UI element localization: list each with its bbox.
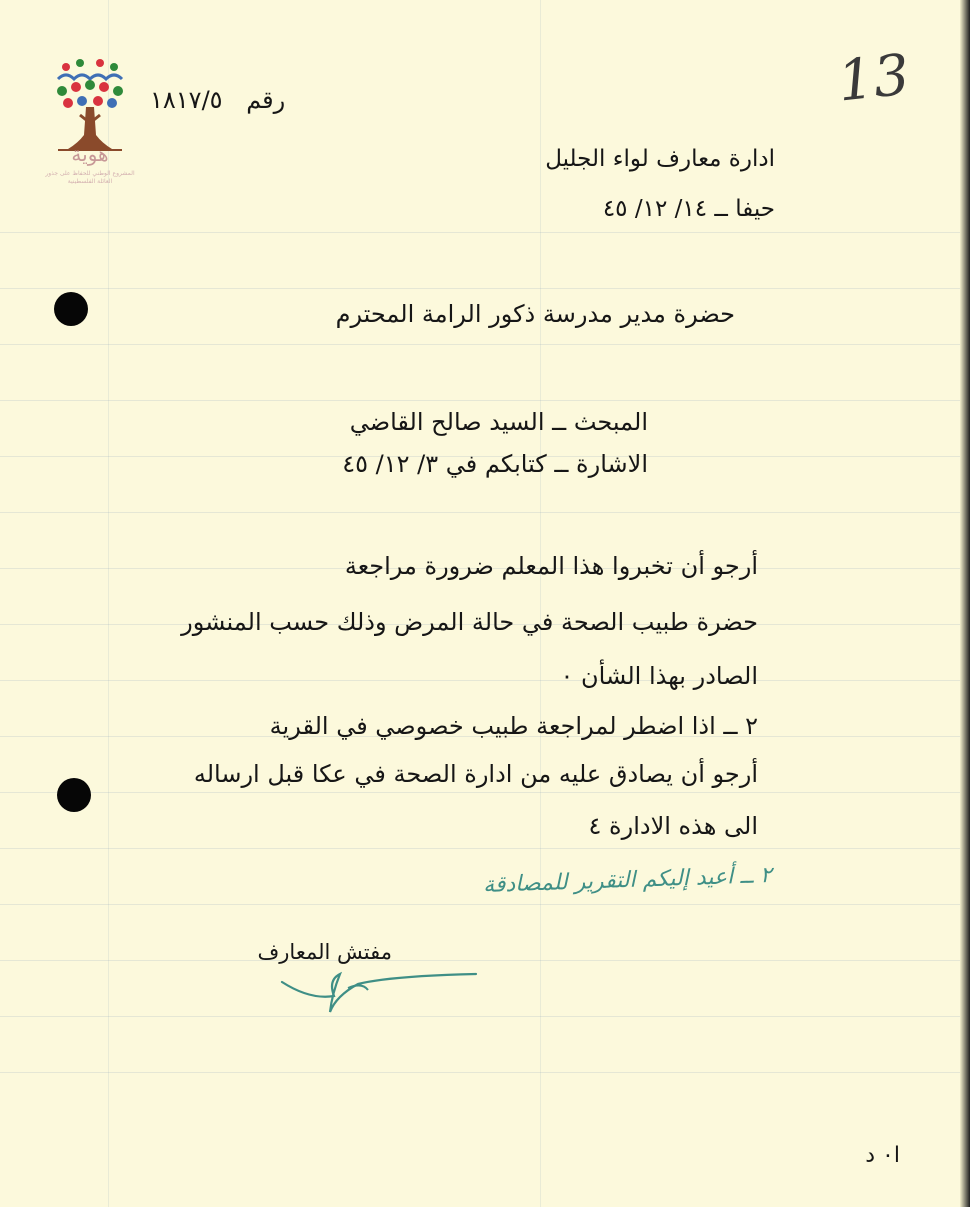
reference-label: رقم: [246, 86, 286, 114]
sender-office: ادارة معارف لواء الجليل: [545, 146, 775, 172]
logo-caption: المشروع الوطني للحفاظ على جذور العائلة الفلسطينية: [45, 170, 135, 185]
footer-initials: ا٠ د: [865, 1143, 900, 1168]
punch-hole-bottom: [57, 778, 91, 812]
punch-hole-top: [54, 292, 88, 326]
item2-line-3: الى هذه الادارة ٤: [588, 812, 758, 840]
item2-line-1: ٢ ــ اذا اضطر لمراجعة طبيب خصوصي في القرية: [269, 712, 758, 740]
corner-page-number: 13: [834, 42, 913, 115]
reference-value: ١٨١٧/٥: [150, 86, 223, 114]
reference-number: [150, 86, 285, 114]
handwritten-green-note: ٢ ــ أعيد إليكم التقرير للمصادقة: [482, 862, 773, 899]
subject-line: المبحث ــ السيد صالح القاضي: [349, 408, 648, 436]
scan-edge-shadow: [960, 0, 970, 1207]
heritage-tree-logo: [50, 32, 130, 192]
signature-scribble: [270, 960, 490, 1020]
addressee-line: حضرة مدير مدرسة ذكور الرامة المحترم: [335, 300, 735, 328]
body-line-2: حضرة طبيب الصحة في حالة المرض وذلك حسب المنشور: [181, 608, 758, 636]
sender-place-date: حيفا ــ ١٤/ ١٢/ ٤٥: [602, 196, 775, 222]
item2-line-2: أرجو أن يصادق عليه من ادارة الصحة في عكا قبل ارساله: [193, 760, 758, 788]
body-line-3: الصادر بهذا الشأن ٠: [560, 662, 758, 690]
body-line-1: أرجو أن تخبروا هذا المعلم ضرورة مراجعة: [344, 552, 758, 580]
signatory-title: مفتش المعارف: [257, 940, 392, 964]
logo-wordmark: هوية: [71, 142, 109, 166]
reference-line: الاشارة ــ كتابكم في ٣/ ١٢/ ٤٥: [342, 450, 648, 478]
